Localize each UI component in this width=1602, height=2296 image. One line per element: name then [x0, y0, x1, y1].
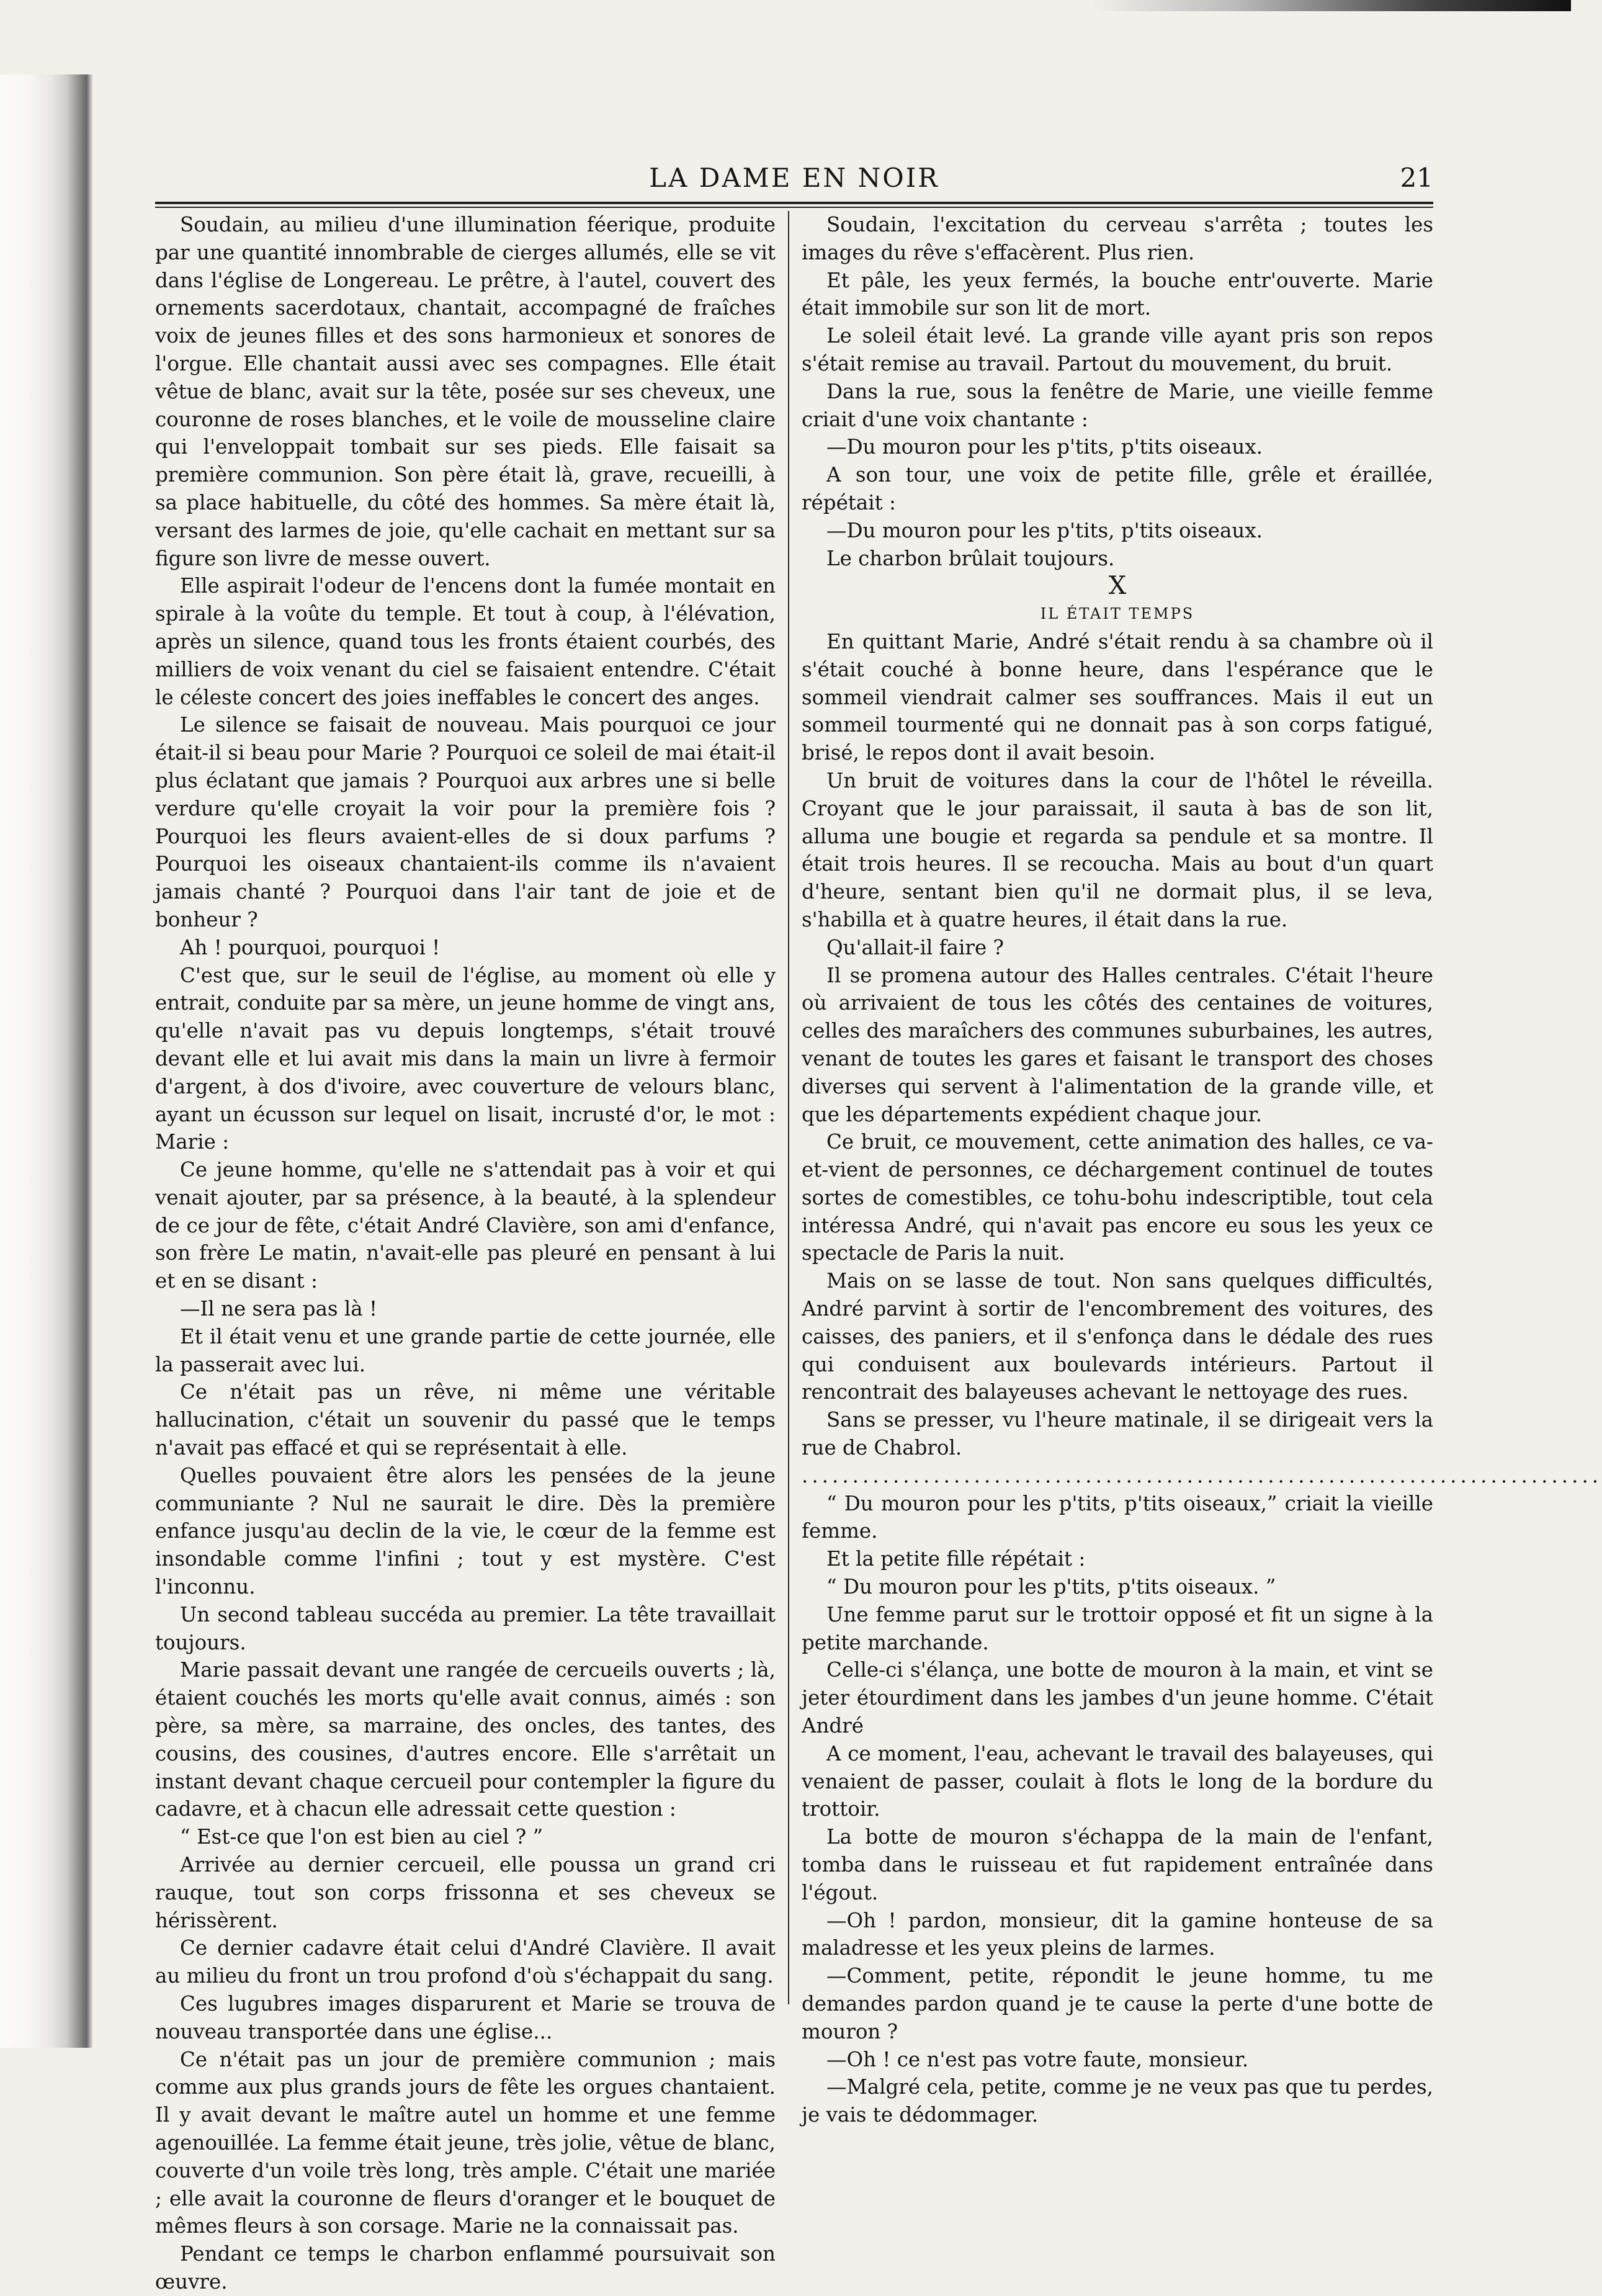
paragraph: Dans la rue, sous la fenêtre de Marie, une vieille femme criait d'une voix chantante :: [802, 379, 1433, 431]
paragraph: —Oh ! pardon, monsieur, dit la gamine honteuse de sa maladresse et les yeux pleins de larmes.: [802, 1908, 1433, 1960]
paragraph: Un bruit de voitures dans la cour de l'hôtel le réveilla. Croyant que le jour paraissait, il sauta à bas de son lit, alluma une bougie et regarda sa pendule et sa montre. Il était trois heures. Il se recoucha. Mais au bout d'un quart d'heure, sentant bien qu'il ne dormait plus, il se leva, s'habilla et à quatre heures, il était dans la rue.: [802, 768, 1433, 931]
paragraph: Et pâle, les yeux fermés, la bouche entr'ouverte. Marie était immobile sur son lit de mort.: [802, 268, 1433, 320]
paragraph: Soudain, l'excitation du cerveau s'arrêta ; toutes les images du rêve s'effacèrent. Plus rien.: [802, 213, 1433, 264]
paragraph: Et la petite fille répétait :: [826, 1547, 1086, 1571]
scan-corner-mark: [1092, 0, 1571, 11]
paragraph: A son tour, une voix de petite fille, grêle et éraillée, répétait :: [802, 463, 1433, 514]
paragraph: Et il était venu et une grande partie de cette journée, elle la passerait avec lui.: [155, 1324, 776, 1376]
running-header: [155, 163, 1433, 206]
header-rule-thick: [155, 202, 1433, 204]
paragraph: C'est que, sur le seuil de l'église, au moment où elle y entrait, conduite par sa mère, un jeune homme de vingt ans, qu'elle n'avait pas vu depuis longtemps, s'était trouvé devant elle et lui avait mis dans la main un livre à fermoir d'argent, à dos d'ivoire, avec couverture de velours blanc, ayant un écusson sur lequel on lisait, incrusté d'or, le mot : Marie :: [155, 963, 776, 1154]
paragraph: La botte de mouron s'échappa de la main de l'enfant, tomba dans le ruisseau et fut rapidement entraînée dans l'égout.: [802, 1825, 1433, 1904]
paragraph: “ Du mouron pour les p'tits, p'tits oiseaux. ”: [826, 1575, 1276, 1599]
paragraph: Ces lugubres images disparurent et Marie se trouva de nouveau transportée dans une église...: [155, 1992, 776, 2043]
ellipsis-separator: ...............................................................................: [802, 1463, 1602, 1487]
paragraph: Ce dernier cadavre était celui d'André Clavière. Il avait au milieu du front un trou profond d'où s'échappait du sang.: [155, 1936, 776, 1988]
header-rule-thin: [155, 207, 1433, 208]
paragraph: Une femme parut sur le trottoir opposé et fit un signe à la petite marchande.: [802, 1602, 1433, 1654]
paragraph: —Comment, petite, répondit le jeune homme, tu me demandes pardon quand je te cause la perte d'une botte de mouron ?: [802, 1964, 1433, 2043]
paragraph: Arrivée au dernier cercueil, elle poussa un grand cri rauque, tout son corps frissonna et ses cheveux se hérissèrent.: [155, 1853, 776, 1932]
paragraph: Ce jeune homme, qu'elle ne s'attendait pas à voir et qui venait ajouter, par sa présence, à la beauté, à la splendeur de ce jour de fête, c'était André Clavière, son ami d'enfance, son frère Le matin, n'avait-elle pas pleuré en pensant à lui et en se disant :: [155, 1158, 776, 1293]
column-divider: [788, 211, 789, 2004]
paragraph: Il se promena autour des Halles centrales. C'était l'heure où arrivaient de tous les côtés des centaines de voitures, celles des maraîchers des communes suburbaines, les autres, venant de toutes les gares et faisant le transport des choses diverses qui servent à l'alimentation de la grande ville, et que les départements expédient chaque jour.: [802, 963, 1433, 1126]
paragraph: Quelles pouvaient être alors les pensées de la jeune communiante ? Nul ne saurait le dire. Dès la première enfance jusqu'au declin de la vie, le cœur de la femme est insondable comme l'infini ; tout y est mystère. C'est l'inconnu.: [155, 1463, 776, 1599]
paragraph: Ce n'était pas un jour de première communion ; mais comme aux plus grands jours de fête les orgues chantaient. Il y avait devant le maître autel un homme et une femme agenouillée. La femme était jeune, très jolie, vêtue de blanc, couverte d'un voile très long, très ample. C'était une mariée ; elle avait la couronne de fleurs d'oranger et le bouquet de mêmes fleurs à son corsage. Marie ne la connaissait pas.: [155, 2047, 776, 2238]
paragraph: Ah ! pourquoi, pourquoi !: [180, 935, 441, 959]
paragraph: —Oh ! ce n'est pas votre faute, monsieur.: [826, 2047, 1249, 2071]
paragraph: Le soleil était levé. La grande ville ayant pris son repos s'était remise au travail. Partout du mouvement, du bruit.: [802, 324, 1433, 375]
paragraph: —Malgré cela, petite, comme je ne veux pas que tu perdes, je vais te dédommager.: [802, 2075, 1433, 2127]
paragraph: Le charbon brûlait toujours.: [826, 546, 1115, 570]
page-number: 21: [1400, 163, 1433, 193]
left-column: [155, 211, 776, 2294]
paragraph: “ Est-ce que l'on est bien au ciel ? ”: [180, 1825, 544, 1849]
paragraph: Pendant ce temps le charbon enflammé poursuivait son œuvre.: [155, 2242, 776, 2294]
paragraph: —Du mouron pour les p'tits, p'tits oiseaux.: [826, 518, 1263, 542]
paragraph: Qu'allait-il faire ?: [826, 935, 1004, 959]
paragraph: —Du mouron pour les p'tits, p'tits oiseaux.: [826, 435, 1263, 459]
paragraph: Ce n'était pas un rêve, ni même une véritable hallucination, c'était un souvenir du passé que le temps n'avait pas effacé et qui se représentait à elle.: [155, 1380, 776, 1460]
paragraph: En quittant Marie, André s'était rendu à sa chambre où il s'était couché à bonne heure, dans l'espérance que le sommeil viendrait calmer ses souffrances. Mais il eut un sommeil tourmenté qui ne donnait pas à son corps fatigué, brisé, le repos dont il avait besoin.: [802, 629, 1433, 765]
paragraph: Marie passait devant une rangée de cercueils ouverts ; là, étaient couchés les morts qu'elle avait connus, aimés : son père, sa mère, sa marraine, des oncles, des tantes, des cousins, des cousines, d'autres encore. Elle s'arrêtait un instant devant chaque cercueil pour contempler la figure du cadavre, et à chacun elle adressait cette question :: [155, 1658, 776, 1821]
page-binding-shadow: [0, 74, 93, 2048]
paragraph: Celle-ci s'élança, une botte de mouron à la main, et vint se jeter étourdiment dans les jambes d'un jeune homme. C'était André: [802, 1658, 1433, 1738]
paragraph: —Il ne sera pas là !: [180, 1297, 378, 1321]
paragraph: Sans se presser, vu l'heure matinale, il se dirigeait vers la rue de Chabrol.: [802, 1408, 1433, 1460]
paragraph: Un second tableau succéda au premier. La tête travaillait toujours.: [155, 1602, 776, 1654]
paragraph: Le silence se faisait de nouveau. Mais pourquoi ce jour était-il si beau pour Marie ? Pourquoi ce soleil de mai était-il plus éclatant que jamais ? Pourquoi aux arbres une si belle verdure qu'elle croyait la voir pour la première fois ? Pourquoi les fleurs avaient-elles de si doux parfums ? Pourquoi les oiseaux chantaient-ils comme ils n'avaient jamais chanté ? Pourquoi dans l'air tant de joie et de bonheur ?: [155, 713, 776, 931]
paragraph: “ Du mouron pour les p'tits, p'tits oiseaux,” criait la vieille femme.: [802, 1491, 1433, 1543]
right-column: [802, 211, 1602, 2127]
chapter-number: X: [1108, 572, 1127, 601]
paragraph: Ce bruit, ce mouvement, cette animation des halles, ce va-et-vient de personnes, ce déchargement continuel de toutes sortes de comestibles, ce tohu-bohu indescriptible, tout cela intéressa André, qui n'avait pas encore eu sous les yeux ce spectacle de Paris la nuit.: [802, 1130, 1433, 1265]
running-title: LA DAME EN NOIR: [649, 163, 939, 193]
paragraph: Elle aspirait l'odeur de l'encens dont la fumée montait en spirale à la voûte du temple. Et tout à coup, à l'élévation, après un silence, quand tous les fronts étaient courbés, des milliers de voix venant du ciel se faisaient entendre. C'était le céleste concert des joies ineffables le concert des anges.: [155, 574, 776, 709]
paragraph: Mais on se lasse de tout. Non sans quelques difficultés, André parvint à sortir de l'encombrement des voitures, des caisses, des paniers, et il s'enfonça dans le dédale des rues qui conduisent aux boulevards intérieurs. Partout il rencontrait des balayeuses achevant le nettoyage des rues.: [802, 1269, 1433, 1404]
paragraph: A ce moment, l'eau, achevant le travail des balayeuses, qui venaient de passer, coulait à flots le long de la bordure du trottoir.: [802, 1741, 1433, 1821]
chapter-title: IL ÉTAIT TEMPS: [1040, 605, 1195, 623]
paragraph: Soudain, au milieu d'une illumination féerique, produite par une quantité innombrable de cierges allumés, elle se vit dans l'église de Longereau. Le prêtre, à l'autel, couvert des ornements sacerdotaux, chantait, accompagné de fraîches voix de jeunes filles et des sons harmonieux et sonores de l'orgue. Elle chantait aussi avec ses compagnes. Elle était vêtue de blanc, avait sur la tête, posée sur ses cheveux, une couronne de roses blanches, et le voile de mousseline claire qui l'enveloppait tombait sur ses pieds. Elle faisait sa première communion. Son père était là, grave, recueilli, à sa place habituelle, du côté des hommes. Sa mère était là, versant des larmes de joie, qu'elle cachait en mettant sur sa figure son livre de messe ouvert.: [155, 213, 776, 570]
